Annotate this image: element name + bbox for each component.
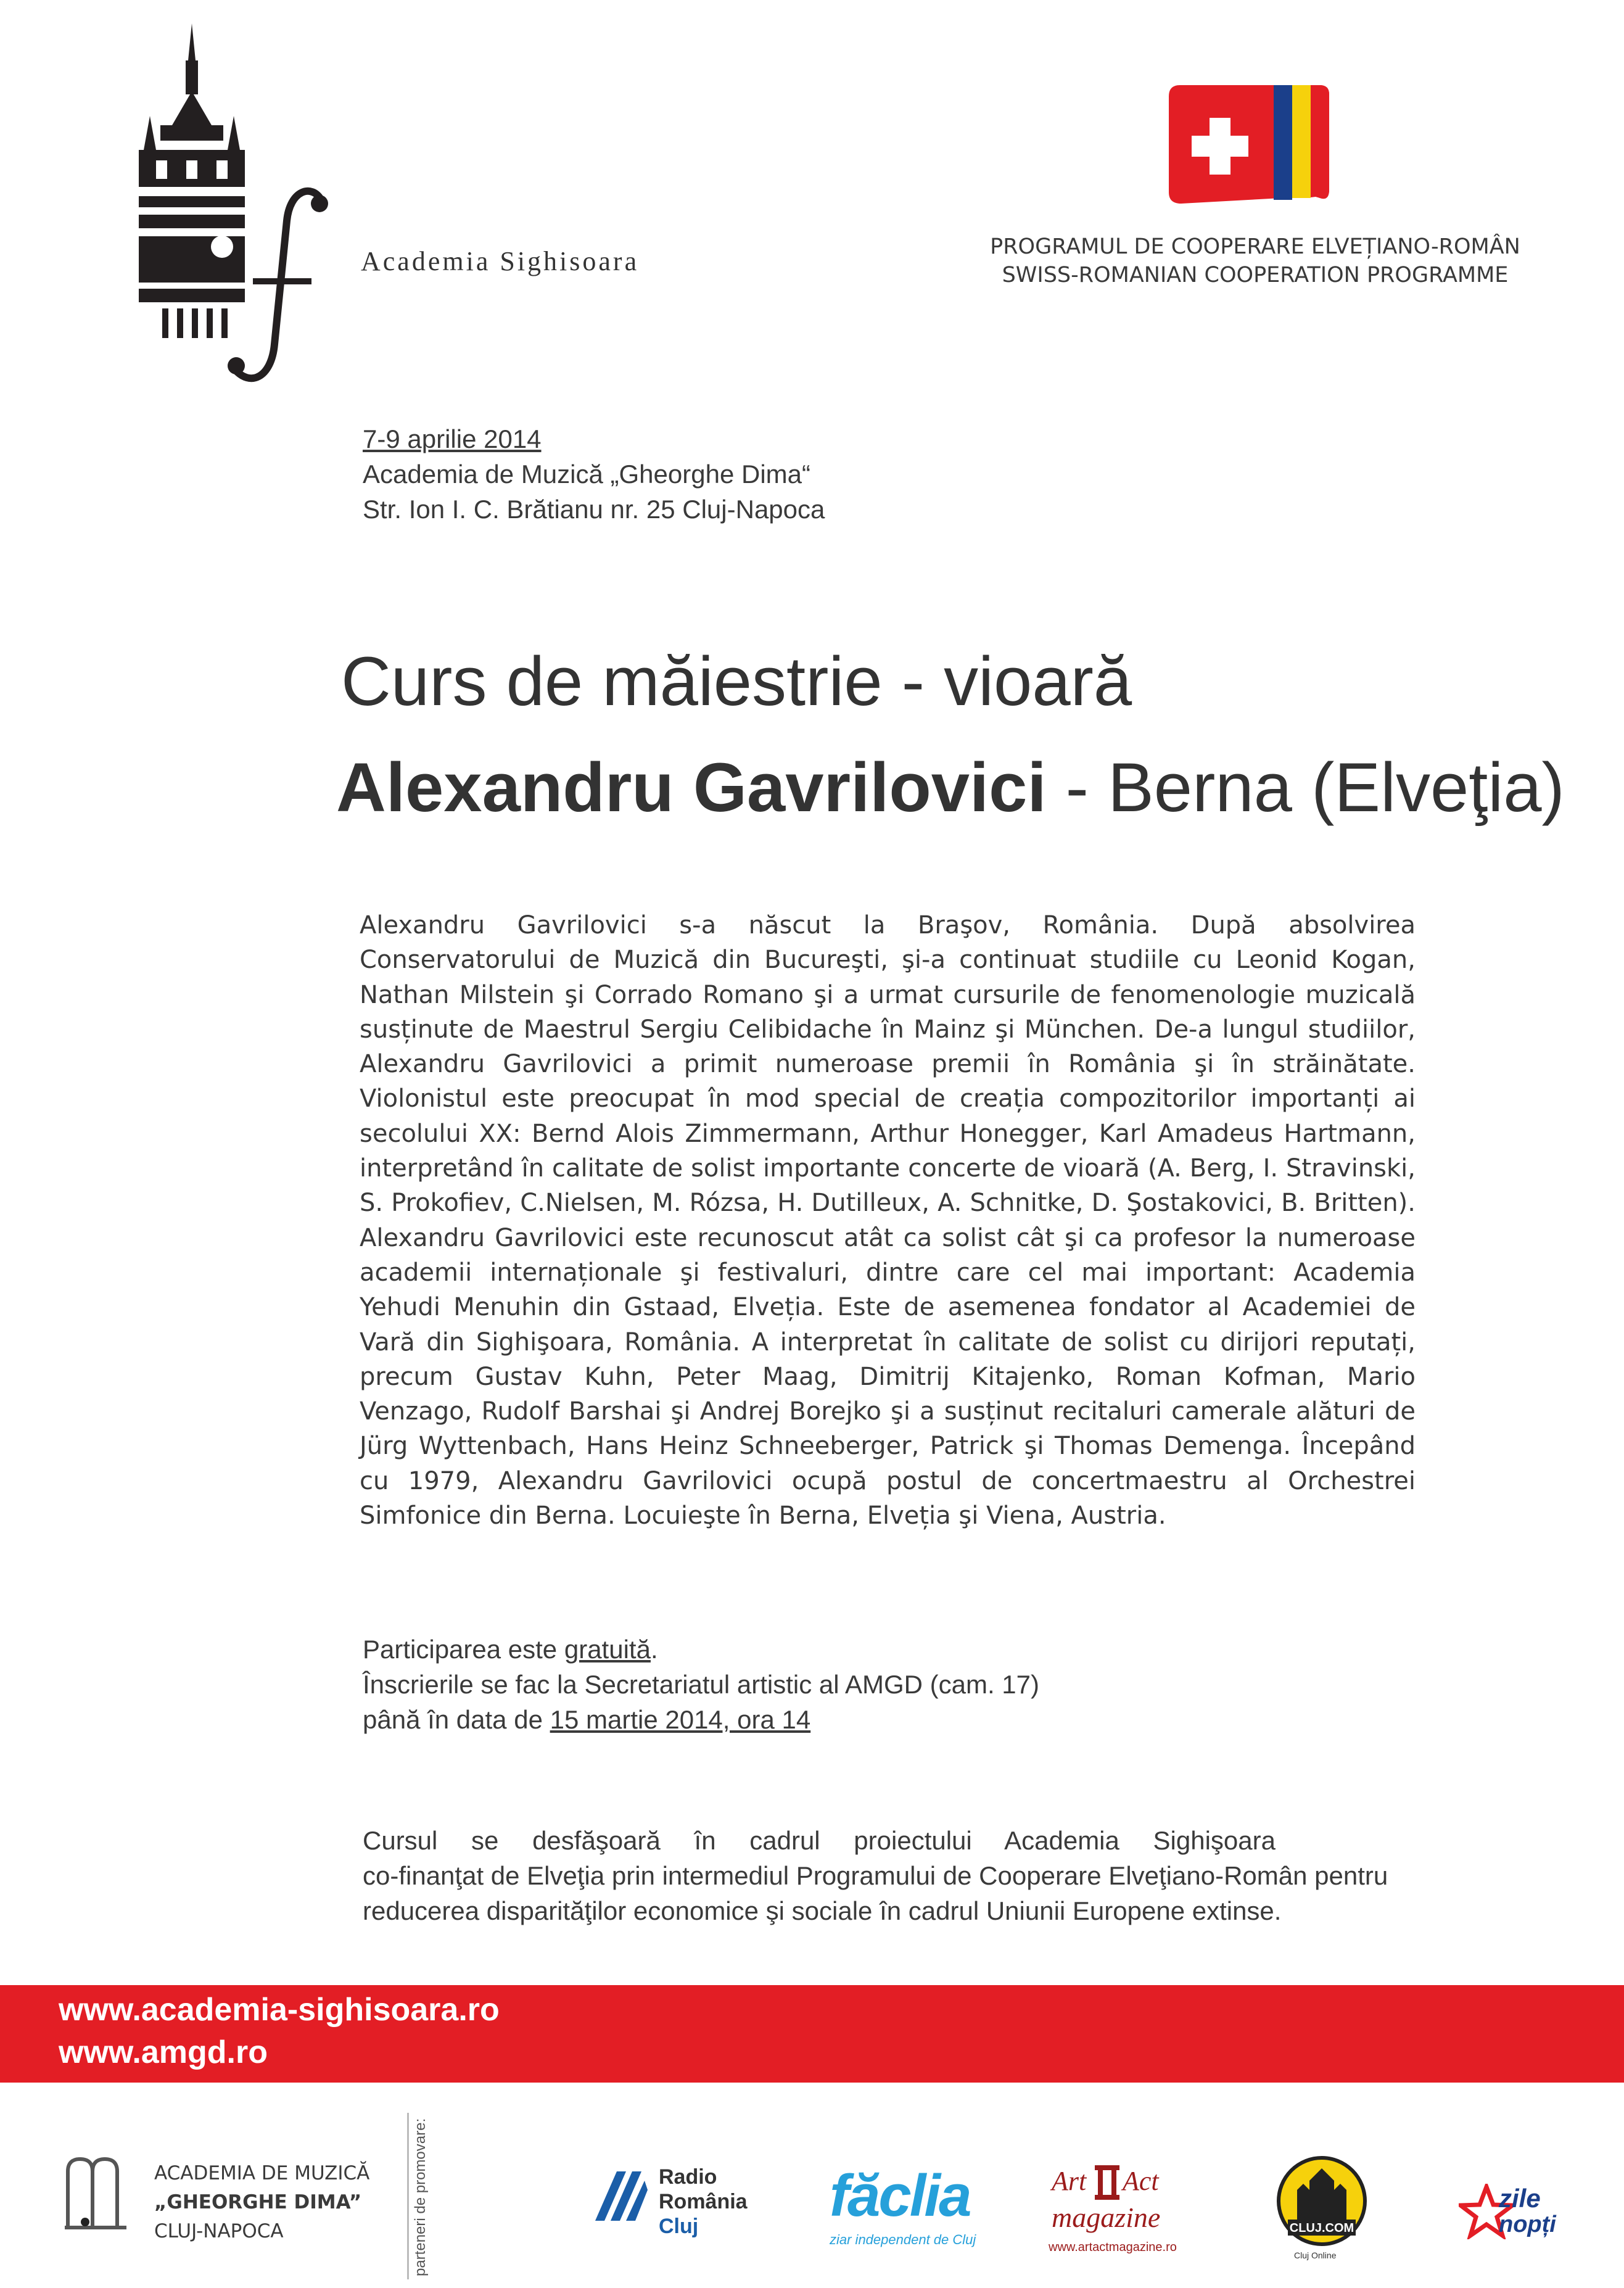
course-title: Curs de măiestrie - vioară	[341, 643, 1132, 720]
bio-line: Alexandru Gavrilovici s-a născut la Braşov, România. După absolvirea	[360, 911, 1416, 940]
project-statement-line: Cursul se desfăşoară în cadrul proiectului Academia Sighişoara	[363, 1826, 1276, 1855]
instructor-name: Alexandru Gavrilovici	[336, 749, 1047, 826]
project-statement-line: co-finanţat de Elveţia prin intermediul Programului de Cooperare Elveţiano-Român pentru	[363, 1861, 1388, 1890]
bio-line: S. Prokofiev, C.Nielsen, M. Rózsa, H. Dutilleux, A. Schnitke, D. Şostakovici, B. Britten).	[360, 1189, 1416, 1218]
swiss-romanian-flag-icon	[1169, 85, 1329, 204]
bio-line: Conservatorului de Muzică din Bucureşti, şi-a continuat studiile cu Leonid Kogan,	[360, 946, 1416, 975]
zile-nopti-text-1: zile	[1499, 2184, 1541, 2213]
project-statement-line: reducerea disparităţilor economice şi sociale în cadrul Uniunii Europene extinse.	[363, 1896, 1282, 1925]
bio-line: secolului XX: Bernd Alois Zimmermann, Arthur Honegger, Karl Amadeus Hartmann,	[360, 1119, 1416, 1148]
event-date: 7-9 aprilie 2014	[363, 424, 542, 453]
radio-romania-logo-icon	[589, 2165, 651, 2227]
deadline-date: 15 martie 2014, ora 14	[550, 1705, 811, 1734]
artact-text-2: Act	[1123, 2166, 1159, 2196]
bio-line: Nathan Milstein şi Corrado Romano şi a urmat cursurile de fenomenologie muzicală	[360, 980, 1416, 1009]
website-link-academia[interactable]: www.academia-sighisoara.ro	[59, 1992, 500, 2028]
bio-line: Alexandru Gavrilovici este recunoscut atât ca solist cât şi ca profesor la numeroase	[360, 1223, 1416, 1252]
bio-line: Jürg Wyttenbach, Hans Heinz Schneeberger, Patrick şi Thomas Demenga. Începând	[360, 1432, 1416, 1461]
participation-prefix: Participarea este	[363, 1635, 564, 1664]
radio-romania-text-1: Radio	[659, 2165, 717, 2189]
instructor-title	[336, 748, 1565, 827]
radio-romania-text-3: Cluj	[659, 2215, 699, 2238]
cluj-online-text: Cluj Online	[1294, 2250, 1337, 2260]
faclia-logo: făclia	[830, 2163, 970, 2229]
zile-nopti-text-2: nopți	[1499, 2212, 1556, 2237]
bio-line: precum Gustav Kuhn, Peter Maag, Dimitrij Kitajenko, Roman Kofman, Mario	[360, 1362, 1416, 1391]
bio-line: Violonistul este preocupat în mod special de creația compozitorilor importanți ai	[360, 1084, 1416, 1113]
deadline-info	[363, 1705, 810, 1735]
radio-romania-text-2: România	[659, 2190, 748, 2213]
participation-info	[363, 1635, 658, 1664]
bio-line: Venzago, Rudolf Barshai şi Andrej Borejko şi a susținut recitaluri camerale alături de	[360, 1397, 1416, 1426]
amgd-name-line3: CLUJ-NAPOCA	[154, 2220, 284, 2242]
bio-line: cu 1979, Alexandru Gavrilovici ocupă postul de concertmaestru al Orchestrei	[360, 1466, 1416, 1495]
academia-sighisoara-name: Academia Sighisoara	[361, 246, 640, 276]
academia-sighisoara-logo-icon	[139, 23, 330, 394]
artact-text-3: magazine	[1052, 2202, 1161, 2233]
amgd-logo-icon	[62, 2153, 142, 2233]
bio-line: susținute de Maestrul Sergiu Celibidache în Mainz şi München. De-a lungul studiilor,	[360, 1015, 1416, 1044]
registration-info: Înscrierile se fac la Secretariatul artistic al AMGD (cam. 17)	[363, 1670, 1040, 1699]
event-address: Str. Ion I. C. Brătianu nr. 25 Cluj-Napoca	[363, 495, 825, 524]
cluj-com-text: CLUJ.COM	[1289, 2221, 1354, 2235]
bio-line: Alexandru Gavrilovici a primit numeroase premii în România şi în străinătate.	[360, 1050, 1416, 1079]
artact-website: www.artactmagazine.ro	[1049, 2241, 1177, 2254]
amgd-name-line1: ACADEMIA DE MUZICĂ	[154, 2162, 370, 2184]
participation-suffix: .	[650, 1635, 658, 1664]
bio-line: Simfonice din Berna. Locuieşte în Berna, Elveția şi Viena, Austria.	[360, 1501, 1166, 1530]
bio-line: Yehudi Menuhin din Gstaad, Elveția. Este de asemenea fondator al Academiei de	[360, 1293, 1416, 1322]
footer-divider	[407, 2113, 409, 2279]
programme-title-ro: PROGRAMUL DE COOPERARE ELVEȚIANO-ROMÂN	[990, 234, 1520, 259]
artact-magazine-logo-icon	[1049, 2153, 1172, 2252]
amgd-name-line2: „GHEORGHE DIMA”	[154, 2191, 362, 2213]
bio-line: interpretând în calitate de solist importante concerte de vioară (A. Berg, I. Stravinski,	[360, 1154, 1416, 1183]
programme-title-en: SWISS-ROMANIAN COOPERATION PROGRAMME	[1002, 263, 1509, 287]
participation-free: gratuită	[564, 1635, 651, 1664]
faclia-tagline: ziar independent de Cluj	[830, 2232, 976, 2247]
instructor-location: - Berna (Elveţia)	[1046, 749, 1565, 826]
event-venue: Academia de Muzică „Gheorghe Dima“	[363, 460, 810, 489]
deadline-prefix: până în data de	[363, 1705, 550, 1734]
bio-line: academii internaționale şi festivaluri, dintre care cel mai important: Academia	[360, 1258, 1416, 1287]
cluj-com-logo-icon	[1276, 2153, 1368, 2255]
partners-label: parteneri de promovare:	[412, 2118, 429, 2276]
biography	[360, 908, 1416, 1533]
bio-line: Vară din Sighişoara, România. A interpretat în calitate de solist cu dirijori reputați,	[360, 1328, 1416, 1357]
website-link-amgd[interactable]: www.amgd.ro	[59, 2034, 268, 2070]
artact-text-1: Art	[1052, 2166, 1087, 2196]
